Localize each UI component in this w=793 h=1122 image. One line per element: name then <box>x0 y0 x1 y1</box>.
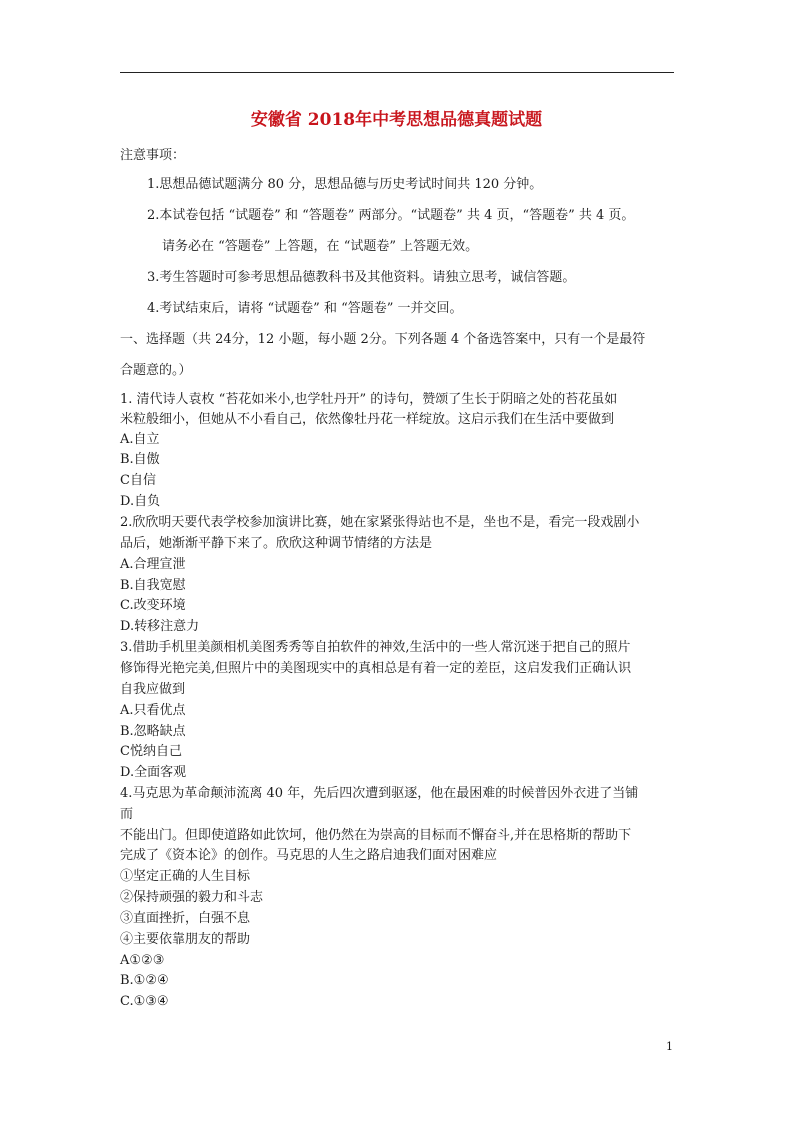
answer-option: D.自负 <box>120 494 161 509</box>
answer-option: C悦纳自己 <box>120 744 182 759</box>
answer-option: B.自傲 <box>120 452 160 467</box>
answer-option: A.合理宣泄 <box>120 557 186 572</box>
question-statement: ④主要依靠朋友的帮助 <box>120 932 251 947</box>
notice-item: 3.考生答题时可参考思想品德教科书及其他资料。请独立思考，诚信答题。 <box>147 270 576 285</box>
answer-option: A.只看优点 <box>120 703 186 718</box>
answer-option: B.①②④ <box>120 973 169 988</box>
page-number: 1 <box>666 1040 673 1053</box>
answer-option: C.①③④ <box>120 994 169 1009</box>
question-statement: ①坚定正确的人生目标 <box>120 869 251 884</box>
question-text: 修饰得光艳完美,但照片中的美图现实中的真相总是有着一定的差臣，这启发我们正确认识 <box>120 661 632 676</box>
question-text: 完成了《资本论》的创作。马克思的人生之路启迪我们面对困难应 <box>120 848 498 863</box>
question-text: 3.借助手机里美颜相机美图秀秀等自拍软件的神效,生活中的一些人常沉迷于把自己的照片 <box>120 640 631 655</box>
question-statement: ③直面挫折，白强不息 <box>120 911 251 926</box>
question-text: 不能出门。但即使道路如此饮坷，他仍然在为崇高的目标而不懈奋斗,并在思格斯的帮助下 <box>120 828 632 843</box>
notice-item: 请务必在 “答题卷” 上答题，在 “试题卷” 上答题无效。 <box>162 239 479 254</box>
question-text: 1. 清代诗人袁枚 “苔花如米小,也学牡丹开” 的诗句，赞颂了生长于阴暗之处的苔花虽如 <box>120 392 618 407</box>
question-text: 4.马克思为革命颠沛流离 40 年，先后四次遭到驱逐，他在最困难的时候普因外衣进了当铺 <box>120 786 639 801</box>
answer-option: D.转移注意力 <box>120 619 200 634</box>
header-rule <box>120 72 674 73</box>
answer-option: D.全面客观 <box>120 765 187 780</box>
notice-item: 2.本试卷包括 “试题卷” 和 “答题卷” 两部分。“试题卷” 共 4 页，“答题卷” 共 4 页。 <box>147 208 635 223</box>
notice-item: 4.考试结束后，请将 “试题卷” 和 “答题卷” 一并交回。 <box>147 301 463 316</box>
question-text: 2.欣欣明天要代表学校参加演讲比赛，她在家紧张得站也不是，坐也不是，看完一段戏剧小 <box>120 515 640 530</box>
page-title: 安徽省 2018年中考思想品德真题试题 <box>250 110 543 130</box>
question-text: 米粒般细小，但她从不小看自己，依然像牡丹花一样绽放。这启示我们在生活中要做到 <box>120 412 615 427</box>
answer-option: C.改变环境 <box>120 598 186 613</box>
section-heading: 一、选择题（共 24分，12 小题，每小题 2分。下列各题 4 个备选答案中，只有一个是最符 <box>120 332 646 347</box>
question-text: 品后，她渐渐平静下来了。欣欣这种调节情绪的方法是 <box>120 536 433 551</box>
notice-item: 1.思想品德试题满分 80 分，思想品德与历史考试时间共 120 分钟。 <box>147 177 543 192</box>
answer-option: A.自立 <box>120 432 160 447</box>
question-text: 而 <box>120 807 134 822</box>
question-text: 自我应做到 <box>120 682 186 697</box>
answer-option: B.自我宽慰 <box>120 578 186 593</box>
answer-option: B.忽略缺点 <box>120 724 186 739</box>
question-statement: ②保持顽强的毅力和斗志 <box>120 890 264 905</box>
answer-option: A①②③ <box>120 953 165 968</box>
notice-heading: 注意事项： <box>120 148 186 163</box>
section-heading: 合题意的。） <box>120 363 192 378</box>
answer-option: C自信 <box>120 473 156 488</box>
